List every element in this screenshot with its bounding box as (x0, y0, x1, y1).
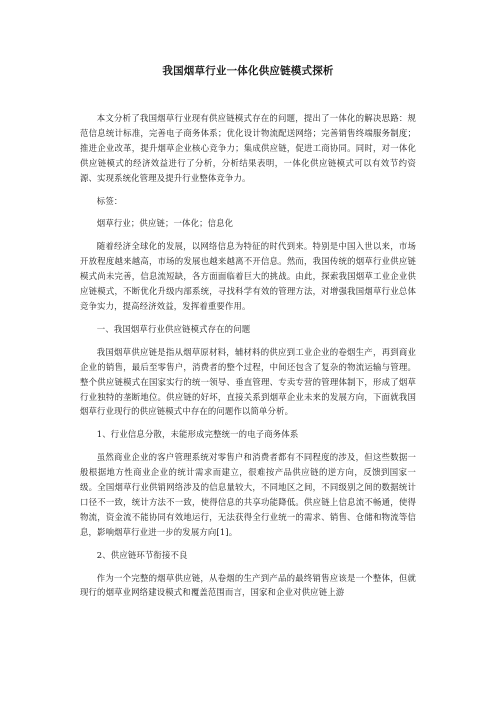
intro-paragraph: 随着经济全球化的发展，以网络信息为特征的时代到来。特别是中国入世以来，市场开放程度越来越高，市场的发展也越来越离不开信息。然而，我国传统的烟草行业供应链模式尚未完善，信息流短缺，各方面面临着巨大的挑战。由此，探索我国烟草工业企业供应链模式，不断优化升级内部系统，寻找科学有效的管理方法，对增强我国烟草行业总体竞争实力，提高经济效益，发挥着重要作用。 (80, 241, 416, 311)
subsection1-heading: 1、行业信息分散，未能形成完整统一的电子商务体系 (96, 429, 299, 440)
keywords-paragraph: 烟草行业；供应链；一体化；信息化 (96, 218, 234, 229)
section1-heading: 一、我国烟草行业供应链模式存在的问题 (96, 323, 251, 334)
subsection2-body: 作为一个完整的烟草供应链，从卷烟的生产到产品的最终销售应该是一个整体，但就现行的烟草业网络建设模式和覆盖范围而言，国家和企业对供应链上游 (80, 572, 416, 598)
section1-body: 我国烟草供应链是指从烟草原材料，辅材料的供应到工业企业的卷烟生产，再到商业企业的销售，最后至零售户，消费者的整个过程，中间还包含了复杂的物流运输与管理。整个供应链模式在国家实行的统一领导、垂直管理、专卖专营的管理体制下，形成了烟草行业独特的垄断地位。供应链的好坏，直接关系到烟草企业未来的发展方向，下面就我国烟草行业现行的供应链模式中存在的问题作以简单分析。 (80, 346, 416, 417)
keywords-label: 标签： (96, 195, 123, 206)
abstract-paragraph: 本文分析了我国烟草行业现有供应链模式存在的问题，提出了一体化的解决思路：规范信息统计标准，完善电子商务体系；优化设计物流配送网络；完善销售终端服务制度；推进企业改革，提升烟草企业核心竞争力；集成供应链，促进工商协同。同时，对一体化供应链模式的经济效益进行了分析，分析结果表明，一体化供应链模式可以有效节约资源、实现系统化管理及提升行业整体竞争力。 (80, 113, 416, 183)
subsection2-heading: 2、供应链环节衔接不良 (96, 549, 188, 560)
subsection1-body: 虽然商业企业的客户管理系统对零售户和消费者都有不同程度的涉及，但这些数据一般根据地方性商业企业的统计需求而建立，很难按产品供应链的逆方向，反馈到国家一级。全国烟草行业供销网络涉及的信息量较大，不同地区之间，不同级别之间的数据统计口径不一致，统计方法不一致，使得信息的共享功能降低。供应链上信息流不畅通，使得物流，资金流不能协同有效地运行，无法获得全行业统一的需求、销售、仓储和物流等信息，影响烟草行业进一步的发展方向[1]。 (80, 452, 416, 537)
document-title: 我国烟草行业一体化供应链模式探析 (162, 65, 334, 77)
